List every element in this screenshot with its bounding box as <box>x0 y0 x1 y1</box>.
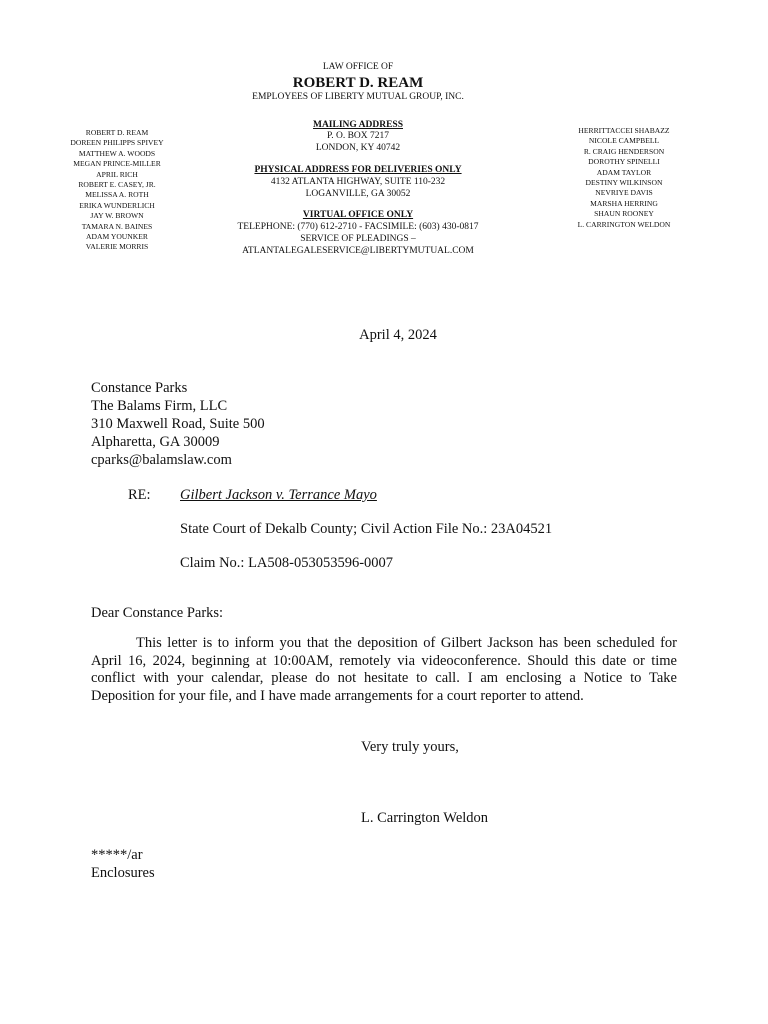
contact-numbers-line: TELEPHONE: (770) 612-2710 - FACSIMILE: (603) 430-0817 <box>237 222 479 233</box>
body-line: This letter is to inform you that the deposition of Gilbert Jackson has been scheduled for <box>136 635 677 651</box>
attorney-name: MEGAN PRINCE-MILLER <box>73 159 161 169</box>
body-line: conflict with your calendar, please do not hesitate to call. I am enclosing a Notice to Take <box>91 670 677 687</box>
law-office-of-label: LAW OFFICE OF <box>322 62 394 72</box>
attorney-name: ROBERT D. REAM <box>85 128 149 137</box>
attorney-name: HERRITTACCEI SHABAZZ <box>578 126 670 135</box>
letter-date: April 4, 2024 <box>359 327 437 343</box>
mailing-address-header: MAILING ADDRESS <box>312 119 403 130</box>
attorney-name: ERIKA WUNDERLICH <box>79 200 155 210</box>
mailing-address-line: P. O. BOX 7217 <box>326 131 390 142</box>
re-claim-row <box>91 555 711 573</box>
recipient-name: Constance Parks <box>91 380 188 396</box>
typist-initials: *****/ar <box>91 847 143 863</box>
attorney-name: MELISSA A. ROTH <box>85 190 149 200</box>
attorney-name: ADAM TAYLOR <box>596 167 652 177</box>
case-name: Gilbert Jackson v. Terrance Mayo <box>180 487 377 503</box>
signer-name: L. Carrington Weldon <box>361 810 489 826</box>
attorney-name: ROBERT E. CASEY, JR. <box>78 180 156 190</box>
left-attorney-list <box>54 128 180 253</box>
re-court-row <box>91 521 711 539</box>
court-line: State Court of Dekalb County; Civil Action File No.: 23A04521 <box>180 521 553 537</box>
body-paragraph <box>91 635 677 705</box>
attorney-name: DOREEN PHILIPPS SPIVEY <box>70 138 164 148</box>
attorney-name: NICOLE CAMPBELL <box>588 136 660 146</box>
firm-name: ROBERT D. REAM <box>292 74 424 91</box>
claim-line: Claim No.: LA508-053053596-0007 <box>180 555 394 571</box>
recipient-firm: The Balams Firm, LLC <box>91 398 228 414</box>
initials-block <box>91 846 155 882</box>
physical-address-header: PHYSICAL ADDRESS FOR DELIVERIES ONLY <box>254 164 462 175</box>
letter-date-row <box>0 326 768 344</box>
letterhead-center <box>200 62 516 258</box>
closing: Very truly yours, <box>361 739 459 755</box>
attorney-name: ADAM YOUNKER <box>86 232 148 242</box>
attorney-name: APRIL RICH <box>96 169 138 179</box>
re-block <box>91 487 711 573</box>
virtual-office-header: VIRTUAL OFFICE ONLY <box>302 210 414 221</box>
service-email-line: ATLANTALEGALESERVICE@LIBERTYMUTUAL.COM <box>242 245 474 256</box>
mailing-address-line: LONDON, KY 40742 <box>315 143 401 154</box>
employees-line: EMPLOYEES OF LIBERTY MUTUAL GROUP, INC. <box>252 91 464 102</box>
physical-address-line: 4132 ATLANTA HIGHWAY, SUITE 110-232 <box>270 176 446 187</box>
recipient-address-block <box>91 379 265 469</box>
attorney-name: MARSHA HERRING <box>590 198 658 208</box>
body-line: Deposition for your file, and I have made arrangements for a court reporter to attend. <box>91 687 584 704</box>
recipient-street: 310 Maxwell Road, Suite 500 <box>91 416 265 432</box>
attorney-name: SHAUN ROONEY <box>594 209 654 219</box>
enclosures-label: Enclosures <box>91 865 155 881</box>
recipient-email: cparks@balamslaw.com <box>91 452 232 468</box>
service-of-pleadings-line: SERVICE OF PLEADINGS – <box>300 233 416 244</box>
attorney-name: NEVRIYE DAVIS <box>595 188 653 198</box>
re-case-row <box>91 487 711 505</box>
attorney-name: MATTHEW A. WOODS <box>78 148 156 158</box>
recipient-city: Alpharetta, GA 30009 <box>91 434 220 450</box>
attorney-name: DOROTHY SPINELLI <box>588 157 660 167</box>
right-attorney-list <box>560 126 688 230</box>
attorney-name: VALERIE MORRIS <box>85 242 149 252</box>
physical-address-line: LOGANVILLE, GA 30052 <box>305 188 411 199</box>
attorney-name: TAMARA N. BAINES <box>81 221 153 231</box>
attorney-name: R. CRAIG HENDERSON <box>583 146 665 156</box>
salutation: Dear Constance Parks: <box>91 605 224 621</box>
attorney-name: DESTINY WILKINSON <box>585 178 663 188</box>
attorney-name: L. CARRINGTON WELDON <box>577 219 671 229</box>
re-label: RE: <box>128 487 151 503</box>
attorney-name: JAY W. BROWN <box>90 211 144 221</box>
body-line: April 16, 2024, beginning at 10:00AM, remotely via videoconference. Should this date or time <box>91 652 677 669</box>
